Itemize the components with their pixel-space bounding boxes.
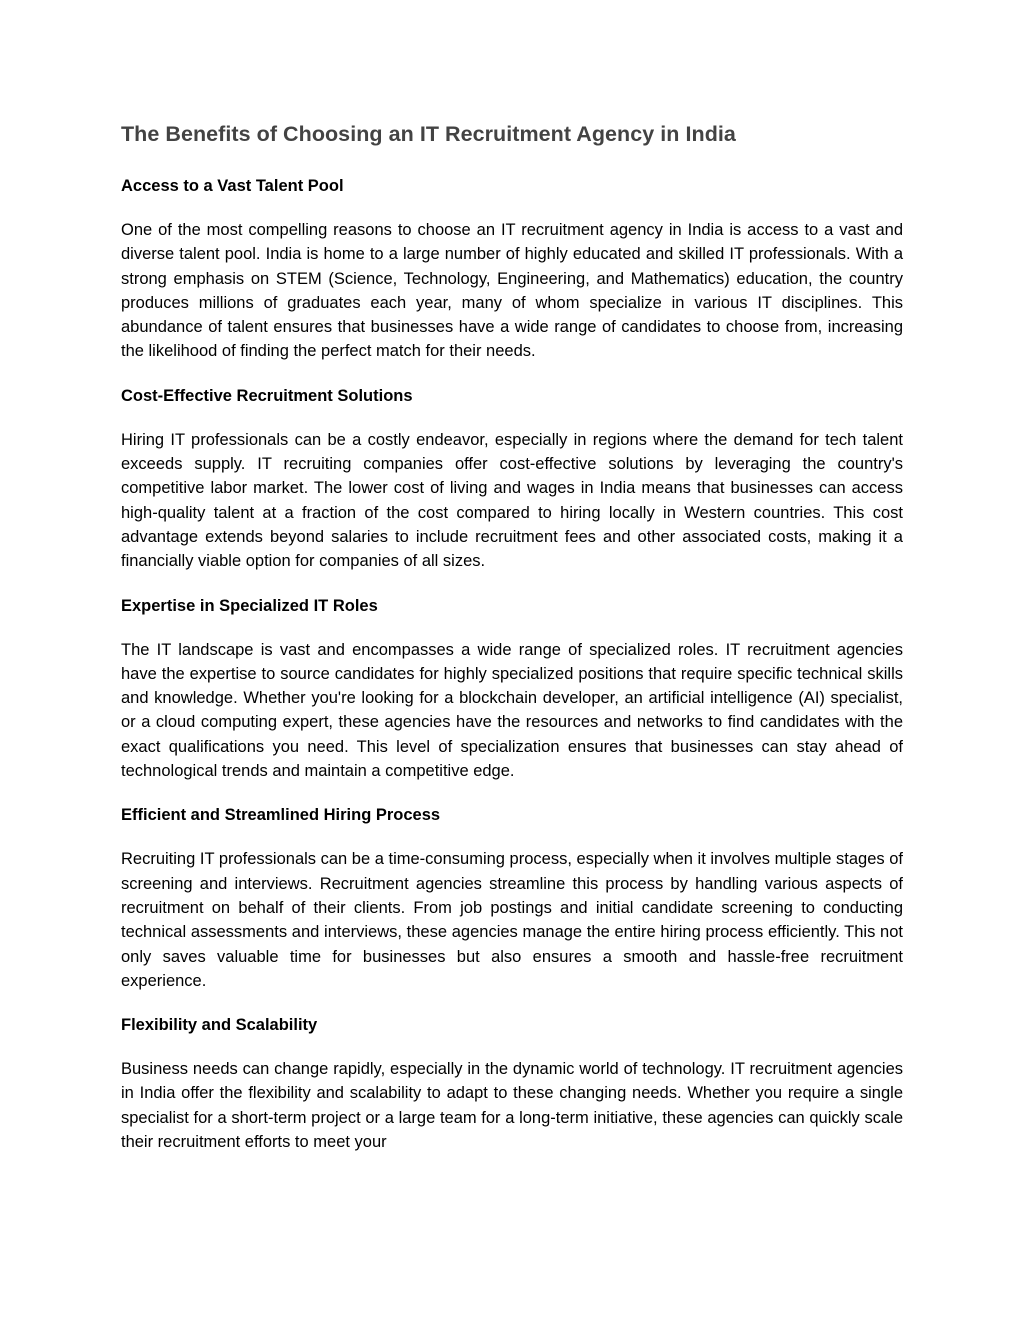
section-heading-cost-effective: Cost-Effective Recruitment Solutions <box>121 386 413 405</box>
section-body-cost-effective: Hiring IT professionals can be a costly endeavor, especially in regions where the demand for tech talent exceeds supply. IT recruiting companies offer cost-effective solutions by leveraging the country's competitive labor market. The lower cost of living and wages in India means that businesses can access high-quality talent at a fraction of the cost compared to hiring locally in Western countries. This cost advantage extends beyond salaries to include recruitment fees and other associated costs, making it a financially viable option for companies of all sizes. <box>121 430 903 571</box>
section-body-hiring-process: Recruiting IT professionals can be a time-consuming process, especially when it involves multiple stages of screening and interviews. Recruitment agencies streamline this process by handling various aspects of recruitment on behalf of their clients. From job postings and initial candidate screening to conducting technical assessments and interviews, these agencies manage the entire hiring process efficiently. This not only saves valuable time for businesses but also ensures a smooth and hassle-free recruitment experience. <box>121 850 903 990</box>
section-heading-talent-pool: Access to a Vast Talent Pool <box>121 177 344 195</box>
section-heading-expertise: Expertise in Specialized IT Roles <box>121 596 378 615</box>
section-heading-flexibility: Flexibility and Scalability <box>121 1016 318 1035</box>
section-body-talent-pool: One of the most compelling reasons to choose an IT recruitment agency in India is access to a vast and diverse talent pool. India is home to a large number of highly educated and skilled IT professionals. With a strong emphasis on STEM (Science, Technology, Engineering, and Mathematics) education, the country produces millions of graduates each year, many of whom specialize in various IT disciplines. This abundance of talent ensures that businesses have a wide range of candidates to choose from, increasing the likelihood of finding the perfect match for their needs. <box>121 221 903 361</box>
section-heading-hiring-process: Efficient and Streamlined Hiring Process <box>121 806 441 825</box>
document-page <box>121 120 903 1174</box>
document-title: The Benefits of Choosing an IT Recruitment Agency in India <box>121 122 736 146</box>
section-body-flexibility: Business needs can change rapidly, especially in the dynamic world of technology. IT recruitment agencies in India offer the flexibility and scalability to adapt to these changing needs. Whether you require a single specialist for a short-term project or a large team for a long-term initiative, these agencies can quickly scale their recruitment efforts to meet your <box>121 1060 903 1152</box>
section-body-expertise: The IT landscape is vast and encompasses a wide range of specialized roles. IT recruitment agencies have the expertise to source candidates for highly specialized positions that require specific technical skills and knowledge. Whether you're looking for a blockchain developer, an artificial intelligence (AI) specialist, or a cloud computing expert, these agencies have the resources and networks to find candidates with the exact qualifications you need. This level of specialization ensures that businesses can stay ahead of technological trends and maintain a competitive edge. <box>121 640 903 781</box>
